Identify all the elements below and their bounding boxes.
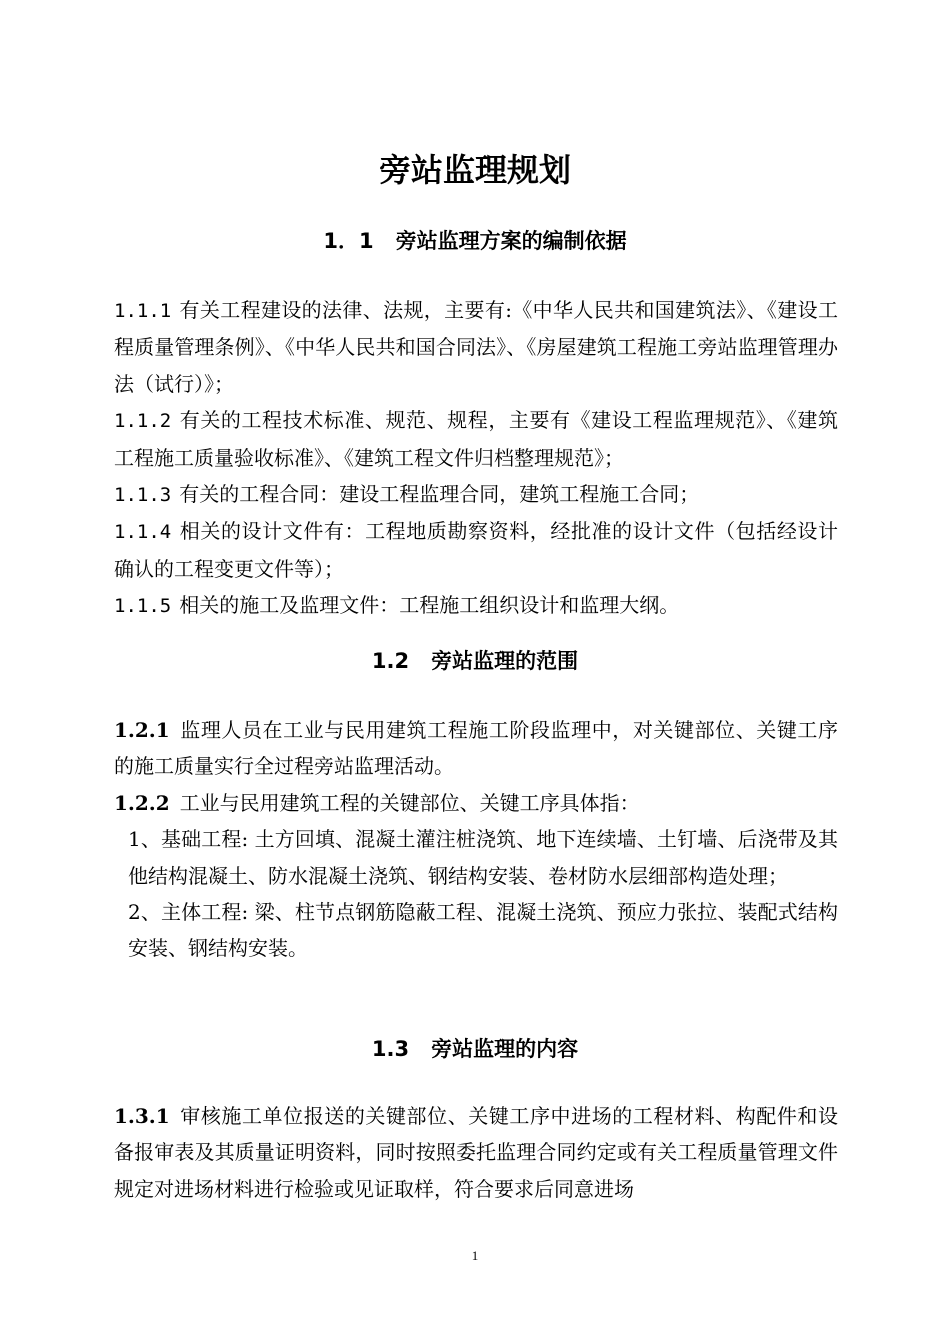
list-item: [114, 587, 838, 624]
item-number: 1.1.2: [114, 410, 172, 433]
section-title: 旁站监理方案的编制依据: [395, 229, 627, 253]
item-number: 1.2.1: [114, 718, 170, 742]
list-item: [114, 292, 838, 402]
item-text: 有关的工程技术标准、规范、规程，主要有《建设工程监理规范》、《建筑工程施工质量验收标准》、《建筑工程文件归档整理规范》；: [114, 408, 838, 470]
list-item: [114, 513, 838, 587]
section-body-1-2: [114, 712, 838, 967]
item-number: 1.1.5: [114, 595, 172, 618]
list-item: [114, 785, 838, 821]
list-item: [114, 402, 838, 476]
item-number: 1.1.4: [114, 521, 172, 544]
section-heading-1-2: [0, 646, 950, 676]
section-number: 1．1: [323, 229, 374, 253]
section-title: 旁站监理的内容: [431, 1037, 579, 1061]
list-item: [114, 1098, 838, 1207]
item-text: 监理人员在工业与民用建筑工程施工阶段监理中，对关键部位、关键工序的施工质量实行全过程旁站监理活动。: [114, 718, 838, 779]
section-number: 1.2: [371, 649, 410, 673]
item-text: 工业与民用建筑工程的关键部位、关键工序具体指：: [179, 790, 640, 815]
section-body-1-3: [114, 1098, 838, 1207]
item-text: 审核施工单位报送的关键部位、关键工序中进场的工程材料、构配件和设备报审表及其质量证明资料，同时按照委托监理合同约定或有关工程质量管理文件规定对进场材料进行检验或见证取样，符合要求后同意进场: [114, 1104, 838, 1201]
list-item: [114, 712, 838, 785]
sub-list-item: 2、主体工程: 梁、柱节点钢筋隐蔽工程、混凝土浇筑、预应力张拉、装配式结构安装、钢结构安装。: [128, 900, 838, 961]
item-text: 相关的设计文件有：工程地质勘察资料，经批准的设计文件（包括经设计确认的工程变更文件等）；: [114, 519, 838, 581]
item-text: 有关工程建设的法律、法规，主要有:《中华人民共和国建筑法》、《建设工程质量管理条例》、《中华人民共和国合同法》、《房屋建筑工程施工旁站监理管理办法（试行）》；: [114, 298, 838, 396]
document-title: 旁站监理规划: [378, 151, 571, 189]
item-number: 1.2.2: [114, 790, 170, 815]
section-body-1-1: [114, 292, 838, 625]
section-heading-1-3: [0, 1034, 950, 1064]
sub-list-item: 1、基础工程: 土方回填、混凝土灌注桩浇筑、地下连续墙、土钉墙、后浇带及其他结构混凝土、防水混凝土浇筑、钢结构安装、卷材防水层细部构造处理；: [128, 827, 838, 888]
list-item: [114, 476, 838, 513]
section-number: 1.3: [371, 1037, 410, 1061]
item-text: 有关的工程合同：建设工程监理合同，建筑工程施工合同；: [179, 482, 700, 507]
item-number: 1.1.3: [114, 484, 172, 507]
item-number: 1.3.1: [114, 1104, 170, 1128]
item-number: 1.1.1: [114, 300, 172, 322]
section-title: 旁站监理的范围: [431, 649, 579, 673]
item-text: 相关的施工及监理文件：工程施工组织设计和监理大纲。: [179, 593, 680, 618]
section-heading-1-1: [0, 226, 950, 256]
page-number: 1: [471, 1248, 479, 1263]
